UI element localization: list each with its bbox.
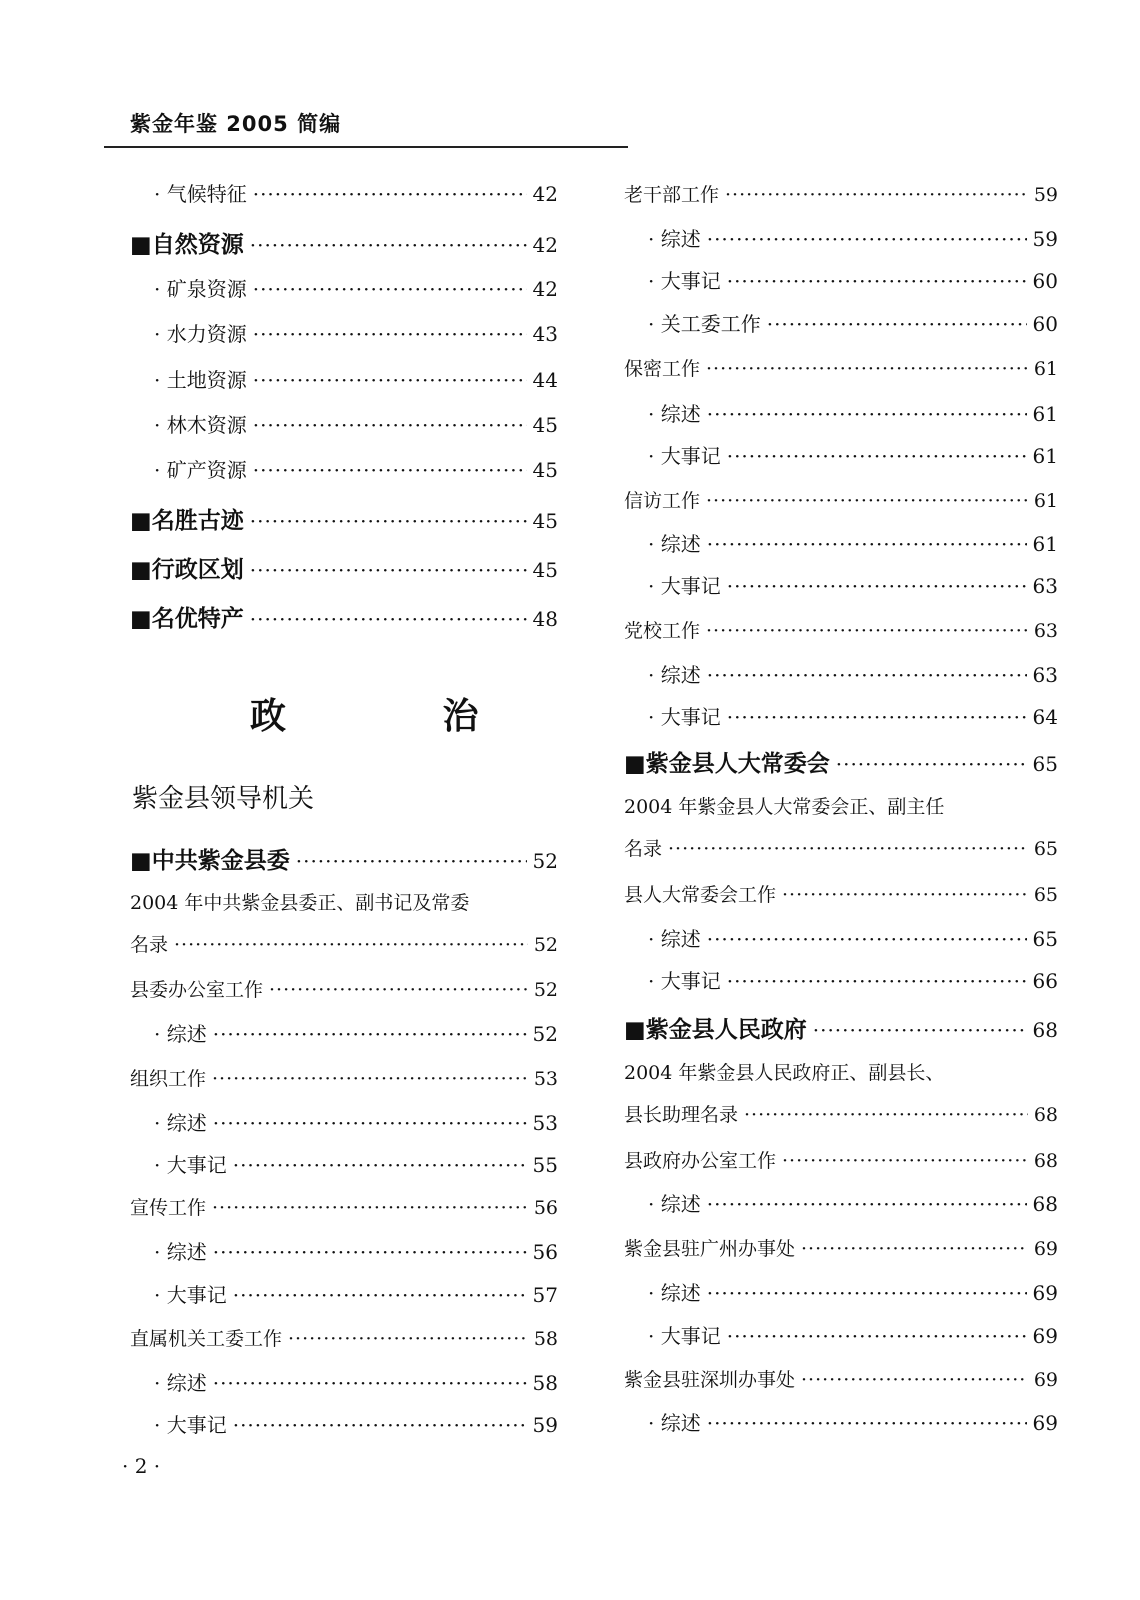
toc-entry-sub[interactable] (130, 454, 558, 483)
toc-entry-page: 45 (532, 458, 558, 482)
toc-entry-label: 名录 (130, 934, 169, 956)
toc-entry-label: · 大事记 (648, 574, 721, 598)
toc-entry-label: · 矿产资源 (154, 458, 247, 482)
group-title: 紫金县领导机关 (132, 784, 315, 814)
dot-leader (250, 558, 527, 582)
dot-leader (253, 182, 527, 206)
toc-entry-sub[interactable] (624, 223, 1058, 252)
toc-entry-sub[interactable] (130, 1279, 558, 1308)
dot-leader (253, 277, 527, 301)
dot-leader (801, 1369, 1028, 1391)
toc-entry-page: 59 (532, 1413, 558, 1437)
dot-leader (707, 1281, 1027, 1305)
toc-entry-page: 63 (1033, 620, 1058, 642)
toc-entry-page: 53 (532, 1111, 558, 1135)
toc-entry-sub[interactable] (624, 528, 1058, 557)
toc-entry-page: 63 (1032, 663, 1058, 687)
dot-leader (250, 233, 527, 257)
toc-entry-page: 52 (533, 979, 558, 1001)
toc-entry-page: 69 (1032, 1411, 1058, 1435)
page-number: · 2 · (122, 1454, 161, 1478)
running-header: 紫金年鉴 2005 简编 (130, 112, 342, 136)
toc-entry-label: · 综述 (648, 227, 701, 251)
toc-entry-sub[interactable] (624, 1277, 1058, 1306)
dot-leader (707, 1411, 1027, 1435)
dot-leader (801, 1238, 1028, 1260)
dot-leader (233, 1413, 527, 1437)
dot-leader (253, 458, 527, 482)
dot-leader (813, 1018, 1027, 1042)
dot-leader (744, 1104, 1028, 1126)
dot-leader (213, 1022, 527, 1046)
toc-entry-label: · 综述 (154, 1371, 207, 1395)
dot-leader (707, 1192, 1027, 1216)
toc-text-line: 2004 年中共紫金县委正、副书记及常委 (130, 892, 470, 914)
toc-entry-label: ■名优特产 (130, 606, 244, 632)
toc-entry-sub[interactable] (130, 364, 558, 393)
toc-entry-label: · 大事记 (648, 969, 721, 993)
toc-entry-sub[interactable] (130, 273, 558, 302)
toc-entry-label: ■行政区划 (130, 557, 244, 583)
toc-entry-label: · 气候特征 (154, 182, 247, 206)
toc-entry-page: 52 (532, 1022, 558, 1046)
toc-entry-main[interactable] (130, 551, 558, 584)
toc-entry-page: 43 (532, 322, 558, 346)
dot-leader (727, 269, 1027, 293)
toc-entry-label: · 大事记 (154, 1413, 227, 1437)
toc-entry-page: 68 (1032, 1018, 1058, 1042)
toc-entry-label: 名录 (624, 838, 663, 860)
toc-entry-label: · 综述 (648, 1281, 701, 1305)
toc-entry-item[interactable] (130, 1064, 558, 1091)
toc-entry-label: · 水力资源 (154, 322, 247, 346)
dot-leader (706, 358, 1028, 380)
dot-leader (250, 509, 527, 533)
toc-entry-page: 69 (1032, 1281, 1058, 1305)
toc-entry-main[interactable] (624, 1011, 1058, 1044)
toc-entry-label: 县长助理名录 (624, 1104, 739, 1126)
toc-text-line: 2004 年紫金县人民政府正、副县长、 (624, 1062, 945, 1084)
toc-entry-sub[interactable] (624, 1407, 1058, 1436)
dot-leader (296, 849, 527, 873)
toc-entry-main[interactable] (130, 600, 558, 633)
toc-entry-page: 65 (1032, 927, 1058, 951)
toc-entry-page: 44 (532, 368, 558, 392)
toc-entry-item[interactable] (624, 486, 1058, 513)
dot-leader (269, 979, 528, 1001)
toc-entry-page: 68 (1032, 1192, 1058, 1216)
toc-entry-page: 61 (1032, 402, 1058, 426)
toc-entry-page: 45 (532, 413, 558, 437)
toc-entry-label: · 大事记 (648, 1324, 721, 1348)
toc-entry-page: 42 (532, 233, 558, 257)
toc-entry-page: 61 (1033, 490, 1058, 512)
toc-entry-page: 59 (1032, 227, 1058, 251)
toc-entry-label: · 林木资源 (154, 413, 247, 437)
toc-entry-label: 保密工作 (624, 358, 701, 380)
toc-entry-page: 63 (1032, 574, 1058, 598)
toc-entry-label: · 综述 (154, 1240, 207, 1264)
toc-entry-label: 信访工作 (624, 490, 701, 512)
toc-entry-item[interactable] (624, 1234, 1058, 1261)
toc-entry-item[interactable] (624, 180, 1058, 207)
toc-entry-sub[interactable] (130, 178, 558, 207)
toc-entry-label: · 大事记 (648, 705, 721, 729)
toc-entry-item[interactable] (624, 354, 1058, 381)
toc-entry-label: · 综述 (154, 1111, 207, 1135)
dot-leader (707, 227, 1027, 251)
toc-entry-label: · 关工委工作 (648, 312, 761, 336)
dot-leader (727, 1324, 1027, 1348)
toc-entry-page: 52 (533, 934, 558, 956)
dot-leader (707, 927, 1027, 951)
dot-leader (707, 663, 1027, 687)
toc-entry-sub[interactable] (130, 1409, 558, 1438)
dot-leader (706, 620, 1028, 642)
toc-entry-label: · 综述 (648, 927, 701, 951)
toc-entry-label: ■自然资源 (130, 232, 244, 258)
toc-entry-label: 县委办公室工作 (130, 979, 264, 1001)
toc-entry-page: 60 (1032, 269, 1058, 293)
toc-entry-page: 65 (1033, 838, 1058, 860)
toc-entry-item[interactable] (624, 834, 1058, 861)
toc-entry-sub[interactable] (130, 1018, 558, 1047)
dot-leader (767, 312, 1027, 336)
toc-entry-page: 59 (1033, 184, 1058, 206)
toc-entry-label: 宣传工作 (130, 1197, 207, 1219)
toc-entry-sub[interactable] (130, 1107, 558, 1136)
toc-entry-page: 69 (1033, 1369, 1058, 1391)
section-title: 政 治 (250, 695, 551, 737)
toc-entry-item[interactable] (130, 1193, 558, 1220)
dot-leader (212, 1068, 528, 1090)
toc-entry-sub[interactable] (624, 570, 1058, 599)
dot-leader (233, 1283, 527, 1307)
toc-entry-page: 55 (532, 1153, 558, 1177)
toc-entry-item[interactable] (624, 1146, 1058, 1173)
toc-entry-label: · 综述 (648, 1192, 701, 1216)
toc-entry-sub[interactable] (130, 409, 558, 438)
toc-entry-page: 68 (1033, 1104, 1058, 1126)
toc-entry-page: 64 (1032, 705, 1058, 729)
toc-entry-page: 56 (533, 1197, 558, 1219)
toc-entry-label: · 综述 (648, 1411, 701, 1435)
toc-entry-item[interactable] (624, 616, 1058, 643)
toc-entry-label: ■紫金县人大常委会 (624, 751, 830, 777)
dot-leader (213, 1111, 527, 1135)
dot-leader (727, 705, 1027, 729)
toc-entry-page: 58 (532, 1371, 558, 1395)
dot-leader (288, 1328, 528, 1350)
toc-entry-page: 57 (532, 1283, 558, 1307)
dot-leader (707, 402, 1027, 426)
toc-entry-sub[interactable] (130, 1149, 558, 1178)
toc-entry-page: 69 (1032, 1324, 1058, 1348)
toc-entry-label: ■中共紫金县委 (130, 848, 290, 874)
toc-entry-item[interactable] (130, 930, 558, 957)
dot-leader (782, 1150, 1028, 1172)
toc-entry-page: 65 (1033, 884, 1058, 906)
toc-entry-main[interactable] (130, 226, 558, 259)
dot-leader (668, 838, 1028, 860)
dot-leader (250, 607, 527, 631)
toc-entry-label: 老干部工作 (624, 184, 720, 206)
toc-entry-sub[interactable] (130, 1236, 558, 1265)
toc-entry-page: 42 (532, 182, 558, 206)
toc-entry-label: · 综述 (648, 402, 701, 426)
toc-entry-page: 69 (1033, 1238, 1058, 1260)
toc-entry-label: · 大事记 (648, 269, 721, 293)
toc-entry-label: · 大事记 (154, 1153, 227, 1177)
toc-entry-sub[interactable] (624, 1320, 1058, 1349)
toc-entry-label: 县人大常委会工作 (624, 884, 777, 906)
dot-leader (836, 752, 1027, 776)
toc-entry-sub[interactable] (624, 265, 1058, 294)
toc-entry-sub[interactable] (624, 923, 1058, 952)
toc-entry-item[interactable] (624, 1365, 1058, 1392)
toc-entry-page: 45 (532, 509, 558, 533)
toc-entry-page: 61 (1032, 532, 1058, 556)
dot-leader (727, 969, 1027, 993)
toc-entry-page: 58 (533, 1328, 558, 1350)
toc-entry-sub[interactable] (624, 440, 1058, 469)
dot-leader (727, 444, 1027, 468)
toc-entry-label: · 大事记 (648, 444, 721, 468)
toc-entry-label: ■名胜古迹 (130, 508, 244, 534)
toc-entry-label: 县政府办公室工作 (624, 1150, 777, 1172)
dot-leader (253, 368, 527, 392)
toc-entry-label: · 土地资源 (154, 368, 247, 392)
dot-leader (727, 574, 1027, 598)
toc-entry-main[interactable] (130, 502, 558, 535)
dot-leader (725, 184, 1028, 206)
toc-entry-main[interactable] (130, 842, 558, 875)
toc-entry-page: 65 (1032, 752, 1058, 776)
dot-leader (233, 1153, 527, 1177)
toc-entry-sub[interactable] (624, 701, 1058, 730)
dot-leader (253, 322, 527, 346)
toc-entry-label: ■紫金县人民政府 (624, 1017, 807, 1043)
toc-entry-page: 48 (532, 607, 558, 631)
toc-entry-page: 61 (1032, 444, 1058, 468)
toc-entry-item[interactable] (130, 1324, 558, 1351)
header-rule (104, 146, 628, 148)
dot-leader (253, 413, 527, 437)
dot-leader (707, 532, 1027, 556)
toc-entry-item[interactable] (624, 1100, 1058, 1127)
toc-entry-page: 68 (1033, 1150, 1058, 1172)
dot-leader (706, 490, 1028, 512)
toc-entry-label: 党校工作 (624, 620, 701, 642)
toc-entry-sub[interactable] (624, 398, 1058, 427)
toc-entry-page: 56 (532, 1240, 558, 1264)
toc-entry-label: · 综述 (648, 532, 701, 556)
toc-entry-sub[interactable] (624, 659, 1058, 688)
toc-entry-page: 45 (532, 558, 558, 582)
dot-leader (213, 1240, 527, 1264)
toc-entry-sub[interactable] (624, 308, 1058, 337)
toc-entry-sub[interactable] (130, 1367, 558, 1396)
toc-entry-label: 直属机关工委工作 (130, 1328, 283, 1350)
toc-entry-label: · 综述 (154, 1022, 207, 1046)
toc-entry-page: 53 (533, 1068, 558, 1090)
toc-entry-page: 52 (532, 849, 558, 873)
toc-text-line: 2004 年紫金县人大常委会正、副主任 (624, 796, 945, 818)
toc-entry-item[interactable] (130, 975, 558, 1002)
toc-entry-label: · 矿泉资源 (154, 277, 247, 301)
toc-entry-page: 66 (1032, 969, 1058, 993)
dot-leader (174, 934, 528, 956)
toc-entry-sub[interactable] (624, 965, 1058, 994)
toc-entry-label: · 综述 (648, 663, 701, 687)
dot-leader (782, 884, 1028, 906)
dot-leader (212, 1197, 528, 1219)
toc-entry-item[interactable] (624, 880, 1058, 907)
toc-entry-page: 61 (1033, 358, 1058, 380)
toc-entry-label: · 大事记 (154, 1283, 227, 1307)
toc-entry-page: 60 (1032, 312, 1058, 336)
dot-leader (213, 1371, 527, 1395)
toc-entry-label: 紫金县驻广州办事处 (624, 1238, 796, 1260)
toc-entry-sub[interactable] (130, 318, 558, 347)
toc-entry-label: 组织工作 (130, 1068, 207, 1090)
toc-entry-main[interactable] (624, 745, 1058, 778)
toc-entry-label: 紫金县驻深圳办事处 (624, 1369, 796, 1391)
toc-entry-sub[interactable] (624, 1188, 1058, 1217)
toc-entry-page: 42 (532, 277, 558, 301)
